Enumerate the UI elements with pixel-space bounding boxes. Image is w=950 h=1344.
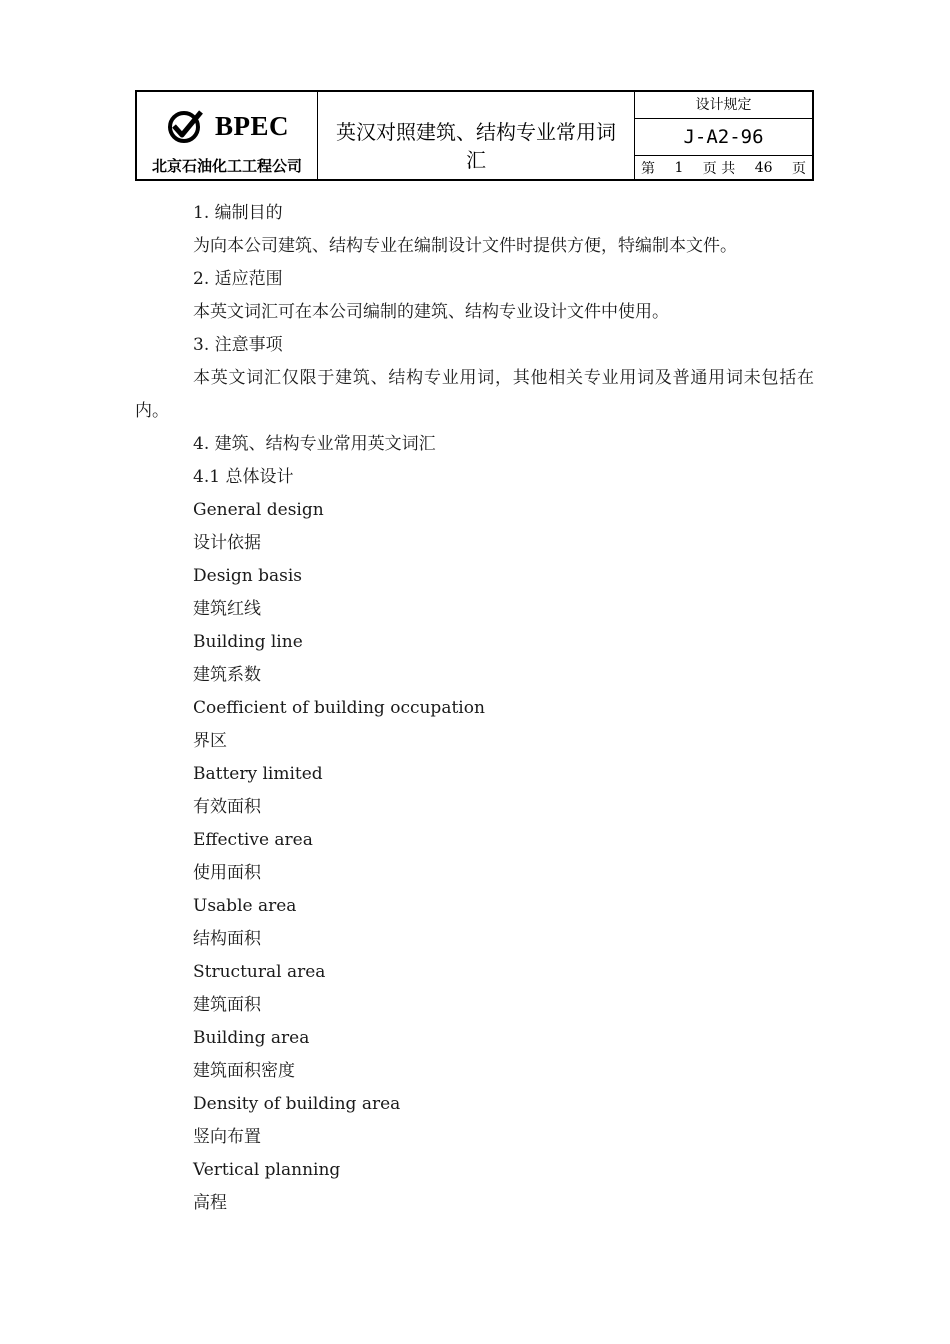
bpec-logo-icon	[167, 108, 203, 144]
term-item: Battery limited	[193, 764, 323, 784]
page-current: 1	[674, 159, 684, 176]
title-cell	[318, 92, 635, 179]
term-item: 建筑面积	[193, 995, 261, 1015]
document-title: 英汉对照建筑、结构专业常用词汇	[336, 120, 616, 172]
term-item: 结构面积	[193, 929, 261, 949]
term-item: 有效面积	[193, 797, 261, 817]
term-item: 界区	[193, 731, 227, 751]
section-heading: 4. 建筑、结构专业常用英文词汇	[193, 434, 436, 454]
term-item: Building line	[193, 632, 303, 652]
term-item: Structural area	[193, 962, 326, 982]
meta-cell	[635, 92, 812, 179]
term-item: 设计依据	[193, 533, 261, 553]
section-heading: 3. 注意事项	[193, 335, 283, 355]
term-item: Building area	[193, 1028, 310, 1048]
term-item: 建筑系数	[193, 665, 261, 685]
paragraph: 本英文词汇仅限于建筑、结构专业用词，其他相关专业用词及普通用词未包括在内。	[135, 368, 814, 421]
page-prefix: 第	[641, 160, 655, 177]
company-name: 北京石油化工工程公司	[151, 157, 302, 175]
paragraph: 本英文词汇可在本公司编制的建筑、结构专业设计文件中使用。	[193, 302, 669, 322]
term-item: 建筑面积密度	[193, 1061, 295, 1081]
document-type: 设计规定	[635, 92, 812, 119]
page-mid: 页 共	[702, 160, 736, 177]
document-header	[135, 90, 814, 181]
term-item: 建筑红线	[193, 599, 261, 619]
term-list	[135, 494, 814, 1220]
document-body	[135, 197, 814, 1220]
term-item: Coefficient of building occupation	[193, 698, 485, 718]
section-heading: 2. 适应范围	[193, 269, 283, 289]
subsection-heading: 4.1 总体设计	[193, 467, 294, 487]
term-item: Design basis	[193, 566, 302, 586]
term-item: 竖向布置	[193, 1127, 261, 1147]
company-logo	[167, 108, 289, 144]
term-item: General design	[193, 500, 324, 520]
term-item: Effective area	[193, 830, 313, 850]
logo-text: BPEC	[215, 110, 290, 141]
section-heading: 1. 编制目的	[193, 203, 283, 223]
paragraph: 为向本公司建筑、结构专业在编制设计文件时提供方便，特编制本文件。	[193, 236, 737, 256]
term-item: Density of building area	[193, 1094, 401, 1114]
term-item: 使用面积	[193, 863, 261, 883]
page-suffix: 页	[791, 160, 806, 177]
logo-cell	[137, 92, 318, 179]
page-indicator	[635, 156, 812, 179]
document-code: J-A2-96	[635, 119, 812, 156]
term-item: Usable area	[193, 896, 297, 916]
page-total: 46	[754, 159, 773, 176]
term-item: 高程	[193, 1193, 227, 1213]
term-item: Vertical planning	[193, 1160, 341, 1180]
